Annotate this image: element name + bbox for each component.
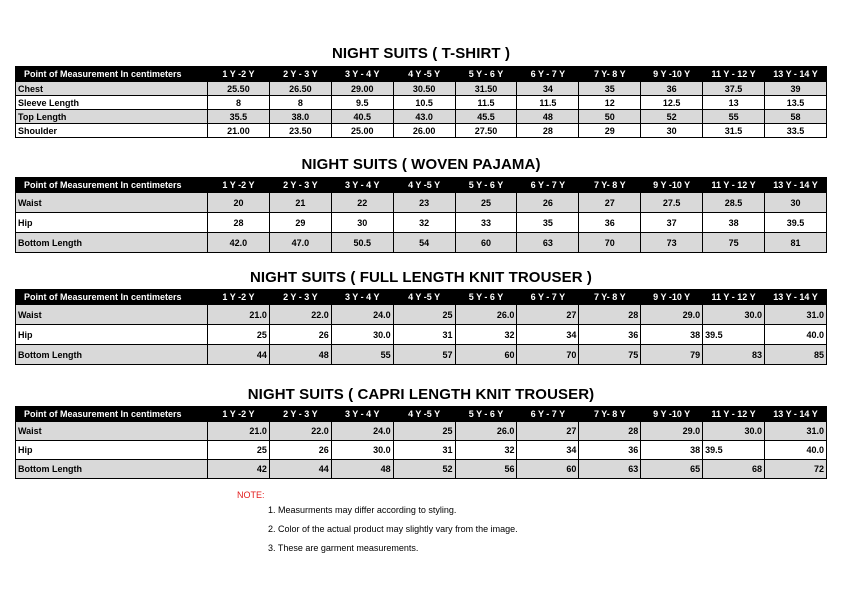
header-cell: 6 Y - 7 Y (517, 407, 579, 422)
table-cell: 26.0 (455, 422, 517, 441)
table-cell: 20 (208, 193, 270, 213)
table-cell: 27 (517, 305, 579, 325)
header-cell: 2 Y - 3 Y (269, 407, 331, 422)
header-cell: Point of Measurement In centimeters (16, 178, 208, 193)
table-cell: 50.5 (331, 233, 393, 253)
table-cell: 36 (579, 213, 641, 233)
table-cell: 26 (517, 193, 579, 213)
table-cell: 85 (765, 345, 827, 365)
header-cell: 1 Y -2 Y (208, 178, 270, 193)
table-cell: 42.0 (208, 233, 270, 253)
table-cell: 22.0 (269, 422, 331, 441)
row-label: Top Length (16, 110, 208, 124)
table-cell: 25.50 (208, 82, 270, 96)
table-cell: 58 (765, 110, 827, 124)
header-cell: 13 Y - 14 Y (765, 67, 827, 82)
table-cell: 26 (269, 325, 331, 345)
table-cell: 37 (641, 213, 703, 233)
header-cell: 2 Y - 3 Y (269, 290, 331, 305)
row-label: Waist (16, 305, 208, 325)
table-cell: 24.0 (331, 422, 393, 441)
table-cell: 31.0 (765, 422, 827, 441)
table-cell: 30.50 (393, 82, 455, 96)
tshirt-size-table (15, 66, 827, 138)
header-cell: 7 Y- 8 Y (579, 178, 641, 193)
table-cell: 44 (269, 460, 331, 479)
full-length-trouser-title: NIGHT SUITS ( FULL LENGTH KNIT TROUSER ) (249, 269, 593, 286)
table-cell: 25 (455, 193, 517, 213)
table-cell: 31 (393, 441, 455, 460)
header-cell: 5 Y - 6 Y (455, 178, 517, 193)
table-cell: 34 (517, 441, 579, 460)
table-cell: 30 (765, 193, 827, 213)
table-cell: 60 (455, 345, 517, 365)
table-cell: 25.00 (331, 124, 393, 138)
table-cell: 63 (579, 460, 641, 479)
table-cell: 28 (579, 422, 641, 441)
table-cell: 21.0 (208, 422, 270, 441)
table-cell: 29.0 (641, 305, 703, 325)
header-cell: 6 Y - 7 Y (517, 178, 579, 193)
capri-trouser-title: NIGHT SUITS ( CAPRI LENGTH KNIT TROUSER) (247, 386, 595, 403)
table-row (16, 233, 827, 253)
note-heading: NOTE: (237, 490, 265, 500)
header-cell: 4 Y -5 Y (393, 290, 455, 305)
table-cell: 68 (703, 460, 765, 479)
table-cell: 26 (269, 441, 331, 460)
table-cell: 26.50 (269, 82, 331, 96)
header-cell: 4 Y -5 Y (393, 407, 455, 422)
table-row (16, 325, 827, 345)
table-cell: 23.50 (269, 124, 331, 138)
row-label: Bottom Length (16, 233, 208, 253)
table-cell: 12.5 (641, 96, 703, 110)
table-cell: 60 (455, 233, 517, 253)
row-label: Sleeve Length (16, 96, 208, 110)
header-cell: 13 Y - 14 Y (765, 407, 827, 422)
table-cell: 38 (703, 213, 765, 233)
table-cell: 26.0 (455, 305, 517, 325)
table-cell: 44 (208, 345, 270, 365)
table-cell: 8 (208, 96, 270, 110)
table-cell: 39 (765, 82, 827, 96)
table-cell: 9.5 (331, 96, 393, 110)
table-header-row (16, 67, 827, 82)
header-cell: 2 Y - 3 Y (269, 67, 331, 82)
header-cell: 3 Y - 4 Y (331, 67, 393, 82)
table-cell: 45.5 (455, 110, 517, 124)
table-cell: 30 (331, 213, 393, 233)
table-cell: 28 (208, 213, 270, 233)
table-cell: 70 (517, 345, 579, 365)
table-cell: 31.5 (703, 124, 765, 138)
table-cell: 83 (703, 345, 765, 365)
header-cell: 3 Y - 4 Y (331, 290, 393, 305)
table-cell: 30 (641, 124, 703, 138)
header-cell: 7 Y- 8 Y (579, 407, 641, 422)
table-cell: 38.0 (269, 110, 331, 124)
table-row (16, 460, 827, 479)
table-cell: 22 (331, 193, 393, 213)
header-cell: Point of Measurement In centimeters (16, 290, 208, 305)
header-cell: Point of Measurement In centimeters (16, 407, 208, 422)
table-cell: 24.0 (331, 305, 393, 325)
header-cell: 11 Y - 12 Y (703, 178, 765, 193)
table-cell: 11.5 (455, 96, 517, 110)
table-cell: 81 (765, 233, 827, 253)
header-cell: 9 Y -10 Y (641, 290, 703, 305)
table-cell: 27.5 (641, 193, 703, 213)
table-cell: 29.00 (331, 82, 393, 96)
table-cell: 42 (208, 460, 270, 479)
header-cell: 1 Y -2 Y (208, 67, 270, 82)
table-row (16, 96, 827, 110)
table-cell: 37.5 (703, 82, 765, 96)
table-cell: 10.5 (393, 96, 455, 110)
table-cell: 79 (641, 345, 703, 365)
note-item: 2. Color of the actual product may slightly vary from the image. (268, 524, 518, 534)
table-cell: 8 (269, 96, 331, 110)
table-cell: 48 (269, 345, 331, 365)
row-label: Chest (16, 82, 208, 96)
tshirt-title: NIGHT SUITS ( T-SHIRT ) (331, 45, 511, 62)
table-cell: 21 (269, 193, 331, 213)
table-cell: 13.5 (765, 96, 827, 110)
row-label: Hip (16, 325, 208, 345)
header-cell: 5 Y - 6 Y (455, 67, 517, 82)
table-cell: 50 (579, 110, 641, 124)
table-cell: 26.00 (393, 124, 455, 138)
table-cell: 35.5 (208, 110, 270, 124)
table-cell: 28 (517, 124, 579, 138)
table-cell: 30.0 (703, 305, 765, 325)
table-cell: 43.0 (393, 110, 455, 124)
capri-trouser-size-table (15, 406, 827, 479)
table-cell: 27 (517, 422, 579, 441)
header-cell: 4 Y -5 Y (393, 67, 455, 82)
table-cell: 39.5 (703, 325, 765, 345)
table-cell: 32 (455, 441, 517, 460)
table-row (16, 422, 827, 441)
table-cell: 52 (641, 110, 703, 124)
note-item: 3. These are garment measurements. (268, 543, 419, 553)
table-cell: 34 (517, 325, 579, 345)
note-item: 1. Measurments may differ according to styling. (268, 505, 457, 515)
table-cell: 40.0 (765, 325, 827, 345)
table-cell: 70 (579, 233, 641, 253)
table-cell: 25 (393, 422, 455, 441)
table-cell: 22.0 (269, 305, 331, 325)
table-cell: 39.5 (703, 441, 765, 460)
row-label: Bottom Length (16, 460, 208, 479)
table-row (16, 305, 827, 325)
table-cell: 36 (641, 82, 703, 96)
header-cell: 5 Y - 6 Y (455, 407, 517, 422)
row-label: Bottom Length (16, 345, 208, 365)
table-cell: 36 (579, 441, 641, 460)
table-cell: 29.0 (641, 422, 703, 441)
table-cell: 36 (579, 325, 641, 345)
header-cell: 3 Y - 4 Y (331, 178, 393, 193)
table-cell: 31 (393, 325, 455, 345)
table-cell: 56 (455, 460, 517, 479)
table-cell: 31.0 (765, 305, 827, 325)
table-cell: 29 (579, 124, 641, 138)
table-row (16, 213, 827, 233)
table-cell: 75 (579, 345, 641, 365)
table-cell: 11.5 (517, 96, 579, 110)
table-cell: 57 (393, 345, 455, 365)
header-cell: 7 Y- 8 Y (579, 290, 641, 305)
woven-pajama-title: NIGHT SUITS ( WOVEN PAJAMA) (301, 156, 541, 173)
table-cell: 30.0 (331, 441, 393, 460)
header-cell: 2 Y - 3 Y (269, 178, 331, 193)
table-row (16, 441, 827, 460)
table-cell: 13 (703, 96, 765, 110)
table-cell: 55 (331, 345, 393, 365)
table-cell: 40.0 (765, 441, 827, 460)
table-cell: 28 (579, 305, 641, 325)
table-cell: 33.5 (765, 124, 827, 138)
table-cell: 40.5 (331, 110, 393, 124)
header-cell: 13 Y - 14 Y (765, 290, 827, 305)
table-cell: 32 (455, 325, 517, 345)
table-cell: 38 (641, 441, 703, 460)
table-cell: 32 (393, 213, 455, 233)
row-label: Shoulder (16, 124, 208, 138)
table-cell: 55 (703, 110, 765, 124)
table-cell: 63 (517, 233, 579, 253)
row-label: Waist (16, 422, 208, 441)
table-cell: 48 (331, 460, 393, 479)
header-cell: 1 Y -2 Y (208, 290, 270, 305)
table-cell: 21.0 (208, 305, 270, 325)
table-cell: 28.5 (703, 193, 765, 213)
table-header-row (16, 407, 827, 422)
table-cell: 27.50 (455, 124, 517, 138)
header-cell: 6 Y - 7 Y (517, 67, 579, 82)
header-cell: 9 Y -10 Y (641, 67, 703, 82)
header-cell: 6 Y - 7 Y (517, 290, 579, 305)
table-cell: 21.00 (208, 124, 270, 138)
table-cell: 35 (579, 82, 641, 96)
table-cell: 39.5 (765, 213, 827, 233)
woven-pajama-size-table (15, 177, 827, 253)
full-length-trouser-size-table (15, 289, 827, 365)
table-row (16, 82, 827, 96)
table-cell: 52 (393, 460, 455, 479)
table-cell: 54 (393, 233, 455, 253)
header-cell: 11 Y - 12 Y (703, 290, 765, 305)
table-cell: 75 (703, 233, 765, 253)
header-cell: 4 Y -5 Y (393, 178, 455, 193)
header-cell: 11 Y - 12 Y (703, 407, 765, 422)
table-row (16, 124, 827, 138)
header-cell: Point of Measurement In centimeters (16, 67, 208, 82)
table-cell: 29 (269, 213, 331, 233)
header-cell: 3 Y - 4 Y (331, 407, 393, 422)
table-row (16, 110, 827, 124)
table-cell: 73 (641, 233, 703, 253)
header-cell: 13 Y - 14 Y (765, 178, 827, 193)
table-row (16, 193, 827, 213)
table-cell: 23 (393, 193, 455, 213)
row-label: Hip (16, 441, 208, 460)
table-cell: 12 (579, 96, 641, 110)
table-cell: 30.0 (331, 325, 393, 345)
table-cell: 27 (579, 193, 641, 213)
header-cell: 7 Y- 8 Y (579, 67, 641, 82)
header-cell: 9 Y -10 Y (641, 178, 703, 193)
table-cell: 31.50 (455, 82, 517, 96)
table-cell: 33 (455, 213, 517, 233)
header-cell: 5 Y - 6 Y (455, 290, 517, 305)
row-label: Waist (16, 193, 208, 213)
table-cell: 60 (517, 460, 579, 479)
header-cell: 11 Y - 12 Y (703, 67, 765, 82)
header-cell: 9 Y -10 Y (641, 407, 703, 422)
table-header-row (16, 178, 827, 193)
table-cell: 65 (641, 460, 703, 479)
table-cell: 25 (393, 305, 455, 325)
table-cell: 72 (765, 460, 827, 479)
table-cell: 47.0 (269, 233, 331, 253)
table-cell: 35 (517, 213, 579, 233)
table-cell: 34 (517, 82, 579, 96)
table-cell: 30.0 (703, 422, 765, 441)
row-label: Hip (16, 213, 208, 233)
header-cell: 1 Y -2 Y (208, 407, 270, 422)
table-cell: 38 (641, 325, 703, 345)
table-header-row (16, 290, 827, 305)
table-cell: 25 (208, 325, 270, 345)
table-cell: 48 (517, 110, 579, 124)
table-cell: 25 (208, 441, 270, 460)
table-row (16, 345, 827, 365)
